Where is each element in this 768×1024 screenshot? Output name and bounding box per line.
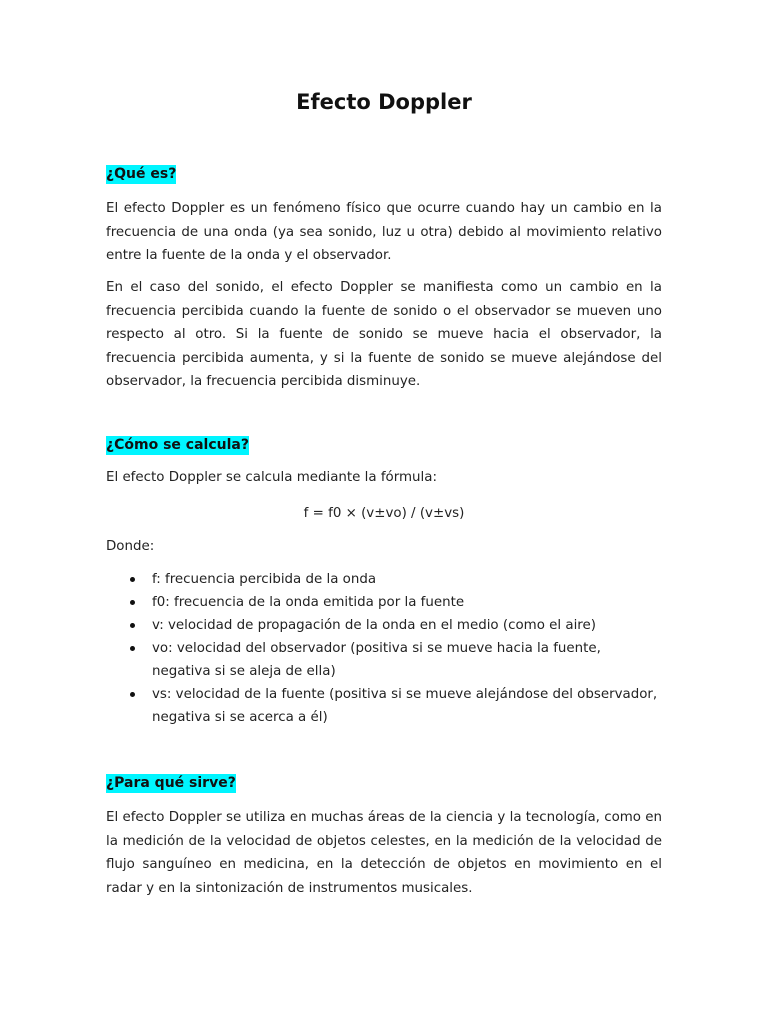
heading-highlight — [106, 436, 249, 455]
paragraph-applications: El efecto Doppler se utiliza en muchas áreas de la ciencia y la tecnología, como en la medición de la velocidad de objetos celestes, en la medición de la velocidad de flujo sanguíneo en medicina, en la detección de objetos en movimiento en el radar y en la sintonización de instrumentos musicales. — [106, 810, 662, 896]
paragraph-formula-intro: El efecto Doppler se calcula mediante la fórmula: — [106, 470, 437, 485]
bullet-icon — [130, 577, 135, 582]
heading-highlight — [106, 774, 236, 793]
heading-question-mark: ? — [227, 775, 236, 791]
doppler-formula: f = f0 × (v±vo) / (v±vs) — [303, 506, 465, 521]
bullet-icon — [130, 600, 135, 605]
bullet-icon — [130, 692, 135, 697]
list-item-text: f: frecuencia percibida de la onda — [152, 572, 377, 587]
list-item — [106, 637, 662, 683]
heading-text: ¿Qué es — [106, 166, 169, 182]
list-item-text: vo: velocidad del observador (positiva si se mueve hacia la fuente, negativa si se aleja de ella) — [152, 641, 601, 679]
heading-question-mark: ? — [168, 166, 177, 182]
bullet-icon — [130, 623, 135, 628]
bullet-icon — [130, 646, 135, 651]
heading-text: ¿Cómo se calcula — [106, 437, 241, 453]
list-item — [106, 568, 662, 591]
list-item — [106, 614, 662, 637]
paragraph-definition: El efecto Doppler es un fenómeno físico que ocurre cuando hay un cambio en la frecuencia de una onda (ya sea sonido, luz u otra) debido al movimiento relativo entre la fuente de la onda y el observador. — [106, 201, 662, 263]
paragraph-sound: En el caso del sonido, el efecto Doppler se manifiesta como un cambio en la frecuencia percibida cuando la fuente de sonido o el observador se mueven uno respecto al otro. Si la fuente de sonido se mueve hacia el observador, la frecuencia percibida aumenta, y si la fuente de sonido se mueve alejándose del observador, la frecuencia percibida disminuye. — [106, 280, 662, 389]
list-item-text: vs: velocidad de la fuente (positiva si se mueve alejándose del observador, negativa si se acerca a él) — [152, 687, 658, 725]
where-label: Donde: — [106, 539, 155, 554]
variable-list — [106, 568, 662, 729]
section-heading-que-es — [106, 164, 176, 184]
page-title: Efecto Doppler — [296, 90, 472, 114]
list-item-text: f0: frecuencia de la onda emitida por la fuente — [152, 595, 465, 610]
list-item — [106, 683, 662, 729]
section-heading-para-que-sirve — [106, 773, 236, 793]
heading-question-mark: ? — [240, 437, 249, 453]
list-item — [106, 591, 662, 614]
section-heading-como-se-calcula — [106, 435, 249, 455]
list-item-text: v: velocidad de propagación de la onda en el medio (como el aire) — [152, 618, 596, 633]
heading-highlight — [106, 165, 176, 184]
heading-text: ¿Para qué sirve — [106, 775, 228, 791]
